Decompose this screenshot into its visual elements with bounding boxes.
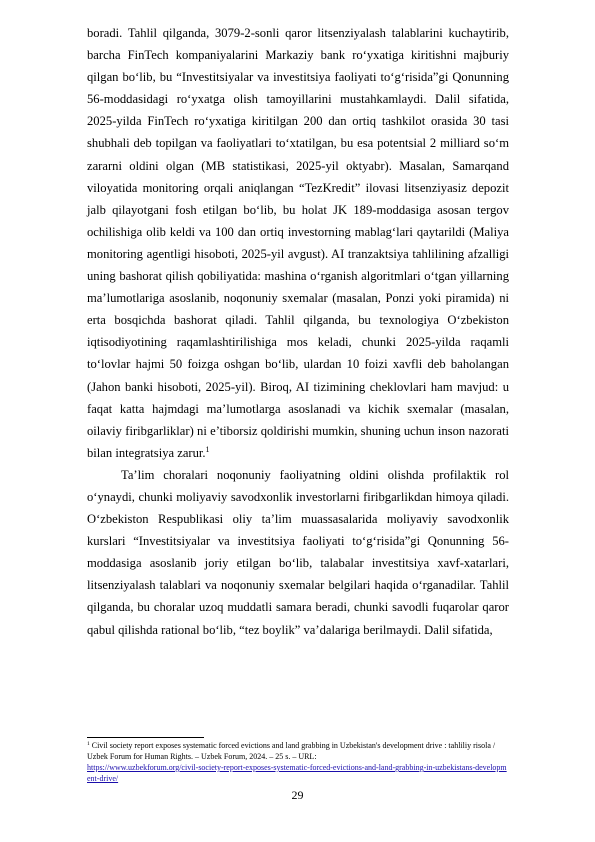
footnote-link[interactable]: https://www.uzbekforum.org/civil-society-report-exposes-systematic-forced-evictions-and-land-grabbing-in-uzbekistans-development-drive/ bbox=[87, 763, 507, 783]
footnote-reference[interactable]: 1 bbox=[205, 444, 210, 454]
paragraph-1-text: boradi. Tahlil qilganda, 3079-2-sonli qaror litsenziyalash talablarini kuchaytirib, barcha FinTech kompaniyalarini Markaziy bank ro‘yxatiga kiritishni majburiy qilgan bo‘lib, bu “Investitsiyalar va investitsiya faoliyati to‘g‘risida”gi Qonunning 56-moddasidagi ro‘yxatga olish tamoyillarini mustahkamlaydi. Dalil sifatida, 2025-yilda FinTech ro‘yxatiga kiritilgan 200 dan ortiq tashkilot orasida 30 tasi shubhali deb topilgan va faoliyatlari to‘xtatilgan, bu esa potentsial 2 milliard so‘m zararni oldini olgan (MB statistikasi, 2025-yil oktyabr). Masalan, Samarqand viloyatida monitoring orqali aniqlangan “TezKredit” ilovasi litsenziyasiz depozit jalb qilayotgani fosh etilgan bo‘lib, bu holat JK 189-moddasiga asosan tergov ochilishiga olib keldi va 100 dan ortiq investorning mablag‘lari qaytarildi (Maliya monitoring agentligi hisoboti, 2025-yil avgust). AI tranzaktsiya tahlilining afzalligi uning bashorat qilish qobiliyatida: mashina o‘rganish algoritmlari o‘tgan yillarning ma’lumotlariga asoslanib, noqonuniy sxemalar (masalan, Ponzi yoki piramida) ni erta bosqichda bashorat qiladi. Tahlil qilganda, bu texnologiya O‘zbekiston iqtisodiyotining raqamlashtirilishiga mos keladi, chunki 2025-yilda raqamli to‘lovlar hajmi 50 foizga oshgan bo‘lib, ulardan 10 foizi xavfli deb baholangan (Jahon banki hisoboti, 2025-yil). Biroq, AI tizimining cheklovlari ham mavjud: u faqat katta hajmdagi ma’lumotlarga asoslanadi va kichik sxemalar (masalan, oilaviy firibgarliklar) ni e’tiborsiz qoldirishi mumkin, shuning uchun inson nazorati bilan integratsiya zarur. bbox=[87, 26, 509, 460]
body-text bbox=[87, 22, 509, 641]
page-number: 29 bbox=[291, 788, 304, 802]
paragraph-2: Ta’lim choralari noqonuniy faoliyatning oldini olishda profilaktik rol o‘ynaydi, chunki moliyaviy savodxonlik investorlarni firibgarlikdan himoya qiladi. O‘zbekiston Respublikasi oliy ta’lim muassasalarida moliyaviy savodxonlik kurslari “Investitsiyalar va investitsiya faoliyati to‘g‘risida”gi Qonunning 56-moddasiga asoslanib joriy etilgan bo‘lib, talabalar investitsiya xavf-xatarlari, litsenziyalash talablari va noqonuniy sxemalar belgilari haqida o‘rganadilar. Tahlil qilganda, bu choralar uzoq muddatli samara beradi, chunki savodli fuqarolar qaror qabul qilishda rational bo‘lib, “tez boylik” va’dalariga berilmaydi. Dalil sifatida, bbox=[87, 467, 509, 637]
footnote-separator bbox=[87, 737, 204, 738]
footnote-number: 1 bbox=[87, 741, 90, 747]
paragraph-1 bbox=[87, 22, 509, 464]
footnote-text: Civil society report exposes systematic forced evictions and land grabbing in Uzbekistan's development drive : tahliliy risola / Uzbek Forum for Human Rights. – Uzbek Forum, 2024. – 25 s. – URL: bbox=[87, 741, 496, 761]
footnote bbox=[87, 740, 509, 784]
